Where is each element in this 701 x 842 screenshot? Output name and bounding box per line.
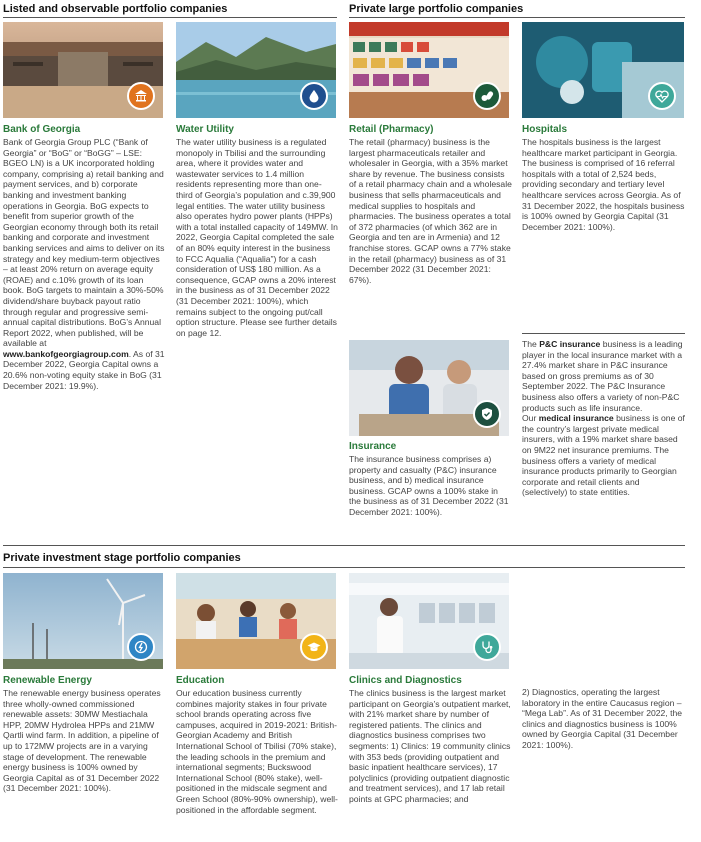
bank-icon: [127, 82, 155, 110]
stethoscope-icon: [473, 633, 501, 661]
shield-check-icon: [473, 400, 501, 428]
hospital-photo: [522, 22, 684, 118]
education-column: [176, 675, 338, 815]
water-description: The water utility business is a regulated monopoly in Tbilisi and the surrounding area, where it provides water and wastewater services to 1.4 million residents representing more than one-third of Georgia’s population and c.39,900 legal entities. The water utility business also operates hydro power plants (HPPs) with a total installed capacity of 149MW. In 2022, Georgia Capital completed the sale of an 80% equity interest in the business to FCC Aqualia (“Aqualia”) for a cash consideration of US$ 180 million. As a consequence, GCAP owns a 20% interest in the business as of 31 December 2022 (31 December 2021: 100%), which remains subject to the ongoing put/call option structure. Please see further details on page 12.: [176, 137, 338, 338]
section-title-private-investment: Private investment stage portfolio companies: [3, 552, 241, 564]
renewable-description: The renewable energy business operates three wholly-owned commissioned renewable assets: 30MW Mestiachala HPP, 20MW Hydrolea HPPs and 21MW Qartli wind farm. In addition, a pipeline of up to 172MW projects are in a varying stage of development. The renewable energy business is 100% owned by Georgia Capital as of 31 December 2022 (31 December 2021: 100%).: [3, 688, 161, 794]
divider: [3, 17, 337, 18]
retail-title: Retail (Pharmacy): [349, 124, 434, 135]
insurance-details-column: [522, 339, 686, 498]
graduation-cap-icon: [300, 633, 328, 661]
water-title: Water Utility: [176, 124, 234, 135]
education-description: Our education business currently combines majority stakes in four private school brands operating across five campuses, acquired in 2019-2021: British-Georgian Academy and British International School of Tbilisi (70% stake), the leading schools in the premium and international segments; Buckswood International School (80% stake), well-positioned in the midscale segment and Green School (80%-90% ownership), well-positioned in the affordable segment.: [176, 688, 338, 815]
divider: [349, 17, 685, 18]
pc-insurance-text: The P&C insurance business is a leading player in the local insurance market with a 27.4% market share in P&C insurance based on gross premiums as of 30 September 2022. The P&C Insurance business also offers a variety of non-P&C products such as life insurance.: [522, 339, 683, 413]
section-title-listed: Listed and observable portfolio companies: [3, 3, 228, 15]
hospitals-description: The hospitals business is the largest healthcare market participant in Georgia. The business is comprised of 16 referral hospitals with a total of 2,524 beds, providing secondary and tertiary level healthcare services across Georgia. As of 31 December 2022, the hospitals business is 100% owned by Georgia Capital (31 December 2021: 100%).: [522, 137, 685, 232]
divider: [522, 333, 685, 334]
divider: [3, 567, 685, 568]
divider: [3, 545, 685, 546]
clinics-column: [349, 675, 513, 805]
clinics-title: Clinics and Diagnostics: [349, 675, 462, 686]
bog-description: Bank of Georgia Group PLC (“Bank of Georgia” or “BoG” or “BoGG” – LSE: BGEO LN) is a UK incorporated holding company, comprising a) retail banking and payment services, and b) corporate banking and investment banking operations in Georgia. BoG expects to benefit from superior growth of the Georgian economy through both its retail banking and corporate and investment banking services and aims to deliver on its strategy and key medium-term objectives – at least 20% return on average equity (ROAE) and c.10% growth of its loan book. BoG targets to maintain a 30%-50% dividend/share buyback payout ratio through regular and progressive semi-annual capital distributions. BoG’s Annual Report 2022, when published, will be available at www.bankofgeorgiagroup.com. As of 31 December 2022, Georgia Capital owns a 20.6% non-voting equity stake in BoG (31 December 2021: 19.9%).: [3, 137, 165, 391]
education-photo: [176, 573, 336, 669]
pills-icon: [473, 82, 501, 110]
education-title: Education: [176, 675, 225, 686]
insurance-photo: [349, 340, 509, 436]
insurance-title: Insurance: [349, 441, 397, 452]
bog-column: [3, 124, 165, 391]
medical-insurance-text: Our medical insurance business is one of the country’s largest private medical insurers, with a 19% market share based on 9M22 net insurance premiums. The business offers a variety of medical insurance products primarily to Georgian corporate and retail clients and (selectively) to state entities.: [522, 413, 685, 498]
bank-photo: [3, 22, 163, 118]
water-photo: [176, 22, 336, 118]
heart-pulse-icon: [648, 82, 676, 110]
water-drop-icon: [300, 82, 328, 110]
renewable-column: [3, 675, 165, 794]
hospitals-column: [522, 124, 686, 232]
bog-title: Bank of Georgia: [3, 124, 81, 135]
bog-website-link[interactable]: www.bankofgeorgiagroup.com: [3, 348, 129, 359]
renewable-photo: [3, 573, 163, 669]
section-title-private-large: Private large portfolio companies: [349, 3, 524, 15]
renewable-title: Renewable Energy: [3, 675, 92, 686]
clinics-continued-column: [522, 687, 686, 751]
hospitals-title: Hospitals: [522, 124, 568, 135]
retail-column: [349, 124, 513, 285]
clinics-photo: [349, 573, 509, 669]
insurance-description: The insurance business comprises a) property and casualty (P&C) insurance business, and b) medical insurance business. GCAP owns a 100% stake in the business as of 31 December 2022 (31 December 2021: 100%).: [349, 454, 509, 517]
water-column: [176, 124, 338, 338]
clinics-description: The clinics business is the largest market participant on Georgia’s outpatient market, with 21% market share by number of registered patients. The clinics and diagnostics business comprises two segments: 1) Clinics: 19 community clinics with 353 beds (providing outpatient and basic inpatient healthcare services), 17 polyclinics (providing outpatient diagnostic and treatment services), and 17 lab retail points at GPC pharmacies; and: [349, 688, 511, 804]
wind-power-icon: [127, 633, 155, 661]
pharmacy-photo: [349, 22, 509, 118]
clinics-description-continued: 2) Diagnostics, operating the largest laboratory in the entire Caucasus region – “Mega Lab”. As of 31 December 2022, the clinics and diagnostics business is 100% owned by Georgia Capital (31 December 2021: 100%).: [522, 687, 683, 750]
retail-description: The retail (pharmacy) business is the largest pharmaceuticals retailer and wholesaler in Georgia, with a 35% market share by revenue. The business consists of a retail pharmacy chain and a wholesale business that sells pharmaceuticals and medical supplies to hospitals and pharmacies. The business operates a total of 372 pharmacies (of which 362 are in Georgia and ten are in Armenia) and 12 franchise stores. GCAP owns a 77% stake in the retail (pharmacy) business as of 31 December 2022 (31 December 2021: 67%).: [349, 137, 512, 285]
insurance-column: [349, 441, 511, 518]
